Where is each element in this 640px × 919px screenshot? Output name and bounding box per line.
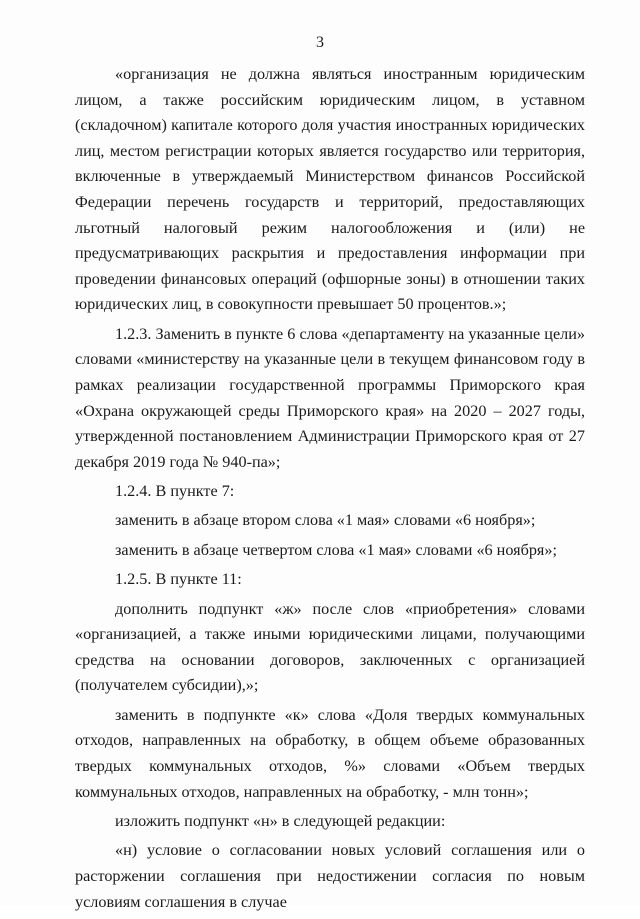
paragraph-ownership-condition: «организация не должна являться иностранным юридическим лицом, а также российским юридическим лицом, в уставном (складочном) капитале которого доля участия иностранных юридических лиц, местом регистрации которых является государство или территория, включенные в утверждаемый Министерством финансов Российской Федерации перечень государств и территорий, предоставляющих льготный налоговый режим налогообложения и (или) не предусматривающих раскрытия и предоставления информации при проведении финансовых операций (офшорные зоны) в отношении таких юридических лиц, в совокупности превышает 50 процентов.»; bbox=[75, 65, 585, 314]
paragraph-1-2-3: 1.2.3. Заменить в пункте 6 слова «департаменту на указанные цели» словами «министерству на указанные цели в текущем финансовом году в рамках реализации государственной программы Приморского края «Охрана окружающей среды Приморского края» на 2020 – 2027 годы, утвержденной постановлением Администрации Приморского края от 27 декабря 2019 года № 940-па»; bbox=[75, 324, 585, 471]
paragraph-1-2-4: 1.2.4. В пункте 7: bbox=[115, 482, 235, 501]
paragraph-subpoint-k: заменить в подпункте «к» слова «Доля твердых коммунальных отходов, направленных на обработку, в общем объеме образованных твердых коммунальных отходов, %» словами «Объем твердых коммунальных отходов, направленных на обработку, - млн тонн»; bbox=[75, 705, 585, 801]
paragraph-1-2-5: 1.2.5. В пункте 11: bbox=[115, 570, 242, 589]
paragraph-subpoint-n-intro: изложить подпункт «н» в следующей редакции: bbox=[115, 812, 446, 830]
document-body bbox=[75, 62, 585, 919]
page-number: 3 bbox=[316, 34, 324, 51]
paragraph-para4-replace: заменить в абзаце четвертом слова «1 мая» словами «6 ноября»; bbox=[115, 540, 557, 559]
paragraph-subpoint-n-text: «н) условие о согласовании новых условий соглашения или о расторжении соглашения при недостижении согласия по новым условиям соглашения в случае bbox=[75, 841, 585, 911]
paragraph-subpoint-zh: дополнить подпункт «ж» после слов «приобретения» словами «организацией, а также иными юридическими лицами, получающими средства на основании договоров, заключенных с организацией (получателем субсидии),»; bbox=[75, 599, 585, 695]
paragraph-para2-replace: заменить в абзаце втором слова «1 мая» словами «6 ноября»; bbox=[115, 511, 536, 530]
